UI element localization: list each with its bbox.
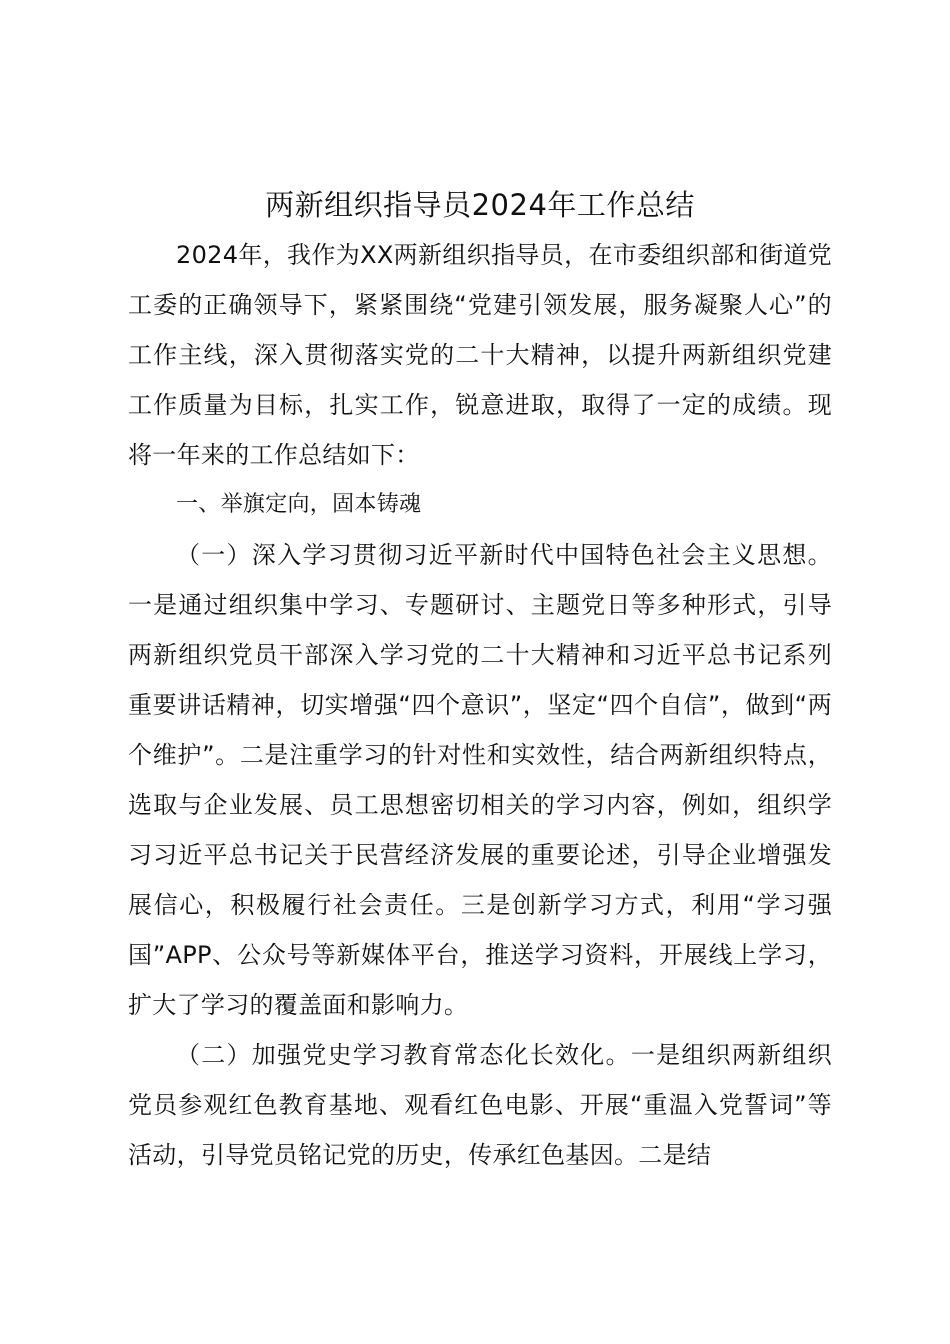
intro-paragraph: 2024年，我作为XX两新组织指导员，在市委组织部和街道党工委的正确领导下，紧紧围绕“党建引领发展，服务凝聚人心”的工作主线，深入贯彻落实党的二十大精神，以提升两新组织党建工作质量为目标，扎实工作，锐意进取，取得了一定的成绩。现将一年来的工作总结如下： (128, 241, 832, 469)
subsection-paragraph-1: （一）深入学习贯彻习近平新时代中国特色社会主义思想。一是通过组织集中学习、专题研讨、主题党日等多种形式，引导两新组织党员干部深入学习党的二十大精神和习近平总书记系列重要讲话精神，切实增强“四个意识”，坚定“四个自信”，做到“两个维护”。二是注重学习的针对性和实效性，结合两新组织特点，选取与企业发展、员工思想密切相关的学习内容，例如，组织学习习近平总书记关于民营经济发展的重要论述，引导企业增强发展信心，积极履行社会责任。三是创新学习方式，利用“学习强国”APP、公众号等新媒体平台，推送学习资料，开展线上学习，扩大了学习的覆盖面和影响力。 (128, 541, 832, 1019)
subsection-paragraph-2: （二）加强党史学习教育常态化长效化。一是组织两新组织党员参观红色教育基地、观看红色电影、开展“重温入党誓词”等活动，引导党员铭记党的历史，传承红色基因。二是结 (128, 1041, 832, 1169)
document-title: 两新组织指导员2024年工作总结 (265, 188, 695, 222)
document-body (128, 180, 832, 1180)
section-heading-1: 一、举旗定向，固本铸魂 (176, 492, 422, 517)
